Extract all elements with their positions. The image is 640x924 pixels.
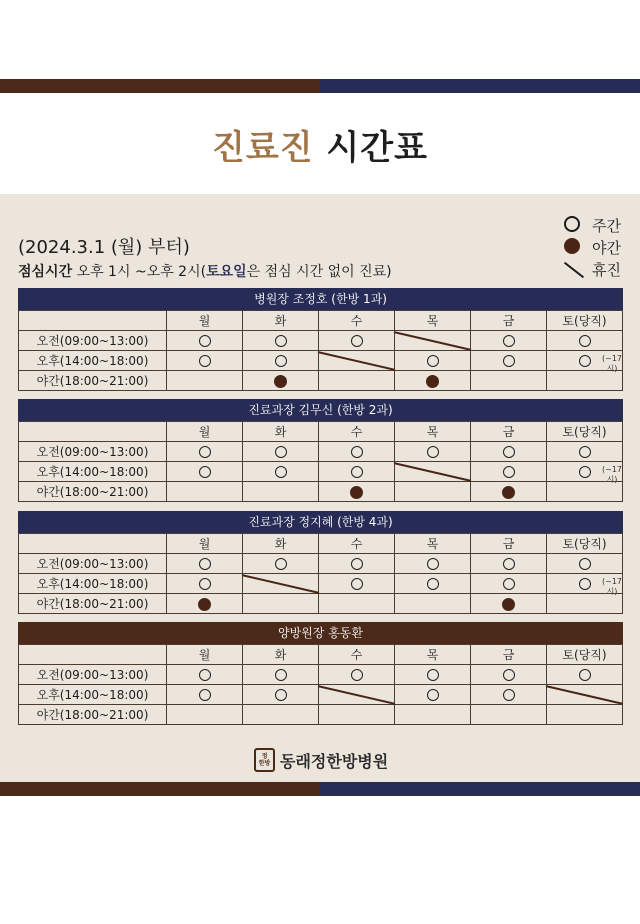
schedule-cell: [547, 685, 623, 705]
table-row: [19, 482, 623, 502]
day-header: 금: [471, 534, 547, 554]
day-header: 토(당직): [547, 534, 623, 554]
schedule-cell: [319, 685, 395, 705]
schedule-cell: [547, 594, 623, 614]
day-header: 금: [471, 311, 547, 331]
open-circle-icon: [351, 466, 363, 478]
day-header: 수: [319, 645, 395, 665]
open-circle-icon: [199, 558, 211, 570]
filled-circle-icon: [502, 486, 515, 499]
schedule-cell: [395, 594, 471, 614]
open-circle-icon: [579, 558, 591, 570]
schedule-cell: [471, 331, 547, 351]
day-header: 월: [167, 534, 243, 554]
bottom-color-bar: [0, 782, 640, 796]
schedule-cell: [471, 462, 547, 482]
schedule-cell: [243, 705, 319, 725]
schedule-cell: [319, 594, 395, 614]
schedule-cell: [243, 331, 319, 351]
open-circle-icon: [579, 669, 591, 681]
schedule-cell: [471, 665, 547, 685]
schedule-cell: [395, 371, 471, 391]
filled-circle-icon: [274, 375, 287, 388]
schedule-cell: [395, 554, 471, 574]
schedule-cell: [471, 482, 547, 502]
day-header: 토(당직): [547, 645, 623, 665]
open-circle-icon: [427, 669, 439, 681]
day-header: 월: [167, 422, 243, 442]
open-circle-icon: [351, 446, 363, 458]
filled-circle-icon: [502, 598, 515, 611]
legend-closed: 휴진: [564, 258, 621, 280]
slash-icon: [564, 260, 582, 278]
schedule-table: [18, 288, 623, 391]
schedule-cell: [167, 371, 243, 391]
schedule-cell: [395, 442, 471, 462]
doctor-header: 진료과장 정지혜 (한방 4과): [18, 511, 623, 533]
day-header: 화: [243, 645, 319, 665]
schedule-cell: [243, 554, 319, 574]
schedule-cell: [243, 594, 319, 614]
schedule-table: [18, 622, 623, 725]
row-label: 오전(09:00~13:00): [19, 331, 167, 351]
row-label: 오전(09:00~13:00): [19, 665, 167, 685]
day-header: 화: [243, 534, 319, 554]
schedule-cell: [167, 554, 243, 574]
filled-circle-icon: [198, 598, 211, 611]
schedule-cell: [395, 705, 471, 725]
schedule-cell: [319, 462, 395, 482]
seal-icon: 정 한방: [254, 748, 275, 772]
open-circle-icon: [351, 558, 363, 570]
table-row: [19, 705, 623, 725]
open-circle-icon: [427, 689, 439, 701]
schedule-cell: [243, 462, 319, 482]
legend-day: 주간: [564, 214, 621, 236]
open-circle-icon: [199, 578, 211, 590]
schedule-cell: [167, 705, 243, 725]
schedule-cell: [243, 351, 319, 371]
open-circle-icon: [564, 216, 580, 232]
schedule-cell: [395, 574, 471, 594]
open-circle-icon: [579, 578, 591, 590]
open-circle-icon: [579, 446, 591, 458]
open-circle-icon: [503, 335, 515, 347]
schedule-cell: [471, 554, 547, 574]
open-circle-icon: [275, 669, 287, 681]
hospital-logo: 정 한방 동래정한방병원: [254, 748, 388, 772]
day-header: 금: [471, 422, 547, 442]
saturday-note: (~17시): [602, 354, 623, 373]
table-row: [19, 665, 623, 685]
schedule-cell: [319, 482, 395, 502]
schedule-cell: [395, 331, 471, 351]
schedule-cell: [319, 371, 395, 391]
open-circle-icon: [275, 335, 287, 347]
schedule-cell: [547, 482, 623, 502]
schedule-cell: [547, 574, 623, 594]
schedule-cell: [395, 351, 471, 371]
schedule-cell: [243, 685, 319, 705]
schedule-cell: [167, 685, 243, 705]
row-label: 오후(14:00~18:00): [19, 351, 167, 371]
schedule-cell: [319, 442, 395, 462]
open-circle-icon: [427, 578, 439, 590]
top-color-bar: [0, 79, 640, 93]
filled-circle-icon: [350, 486, 363, 499]
open-circle-icon: [503, 669, 515, 681]
day-header: 목: [395, 534, 471, 554]
row-label: 오후(14:00~18:00): [19, 685, 167, 705]
day-header: 목: [395, 311, 471, 331]
row-label: 오후(14:00~18:00): [19, 462, 167, 482]
open-circle-icon: [199, 669, 211, 681]
day-header: 토(당직): [547, 311, 623, 331]
row-label: 야간(18:00~21:00): [19, 482, 167, 502]
row-label: 야간(18:00~21:00): [19, 371, 167, 391]
schedule-cell: [547, 351, 623, 371]
table-row: [19, 685, 623, 705]
doctor-header: 진료과장 김무신 (한방 2과): [18, 399, 623, 421]
open-circle-icon: [503, 466, 515, 478]
schedule-cell: [471, 351, 547, 371]
open-circle-icon: [351, 335, 363, 347]
doctor-header: 병원장 조정호 (한방 1과): [18, 288, 623, 310]
row-label: 오전(09:00~13:00): [19, 554, 167, 574]
open-circle-icon: [275, 689, 287, 701]
saturday-note: (~17시): [602, 465, 623, 484]
schedule-cell: [547, 705, 623, 725]
open-circle-icon: [351, 669, 363, 681]
schedule-cell: [167, 462, 243, 482]
day-header: 화: [243, 422, 319, 442]
schedule-cell: [243, 371, 319, 391]
schedule-table: [18, 511, 623, 614]
row-label: 야간(18:00~21:00): [19, 594, 167, 614]
day-header: 수: [319, 311, 395, 331]
schedule-cell: [471, 594, 547, 614]
schedule-cell: [243, 442, 319, 462]
table-row: [19, 554, 623, 574]
schedule-cell: [319, 665, 395, 685]
day-header: 목: [395, 422, 471, 442]
open-circle-icon: [199, 466, 211, 478]
schedule-cell: [395, 665, 471, 685]
schedule-cell: [471, 574, 547, 594]
schedule-cell: [319, 574, 395, 594]
day-header: 수: [319, 534, 395, 554]
day-header: 월: [167, 645, 243, 665]
schedule-cell: [167, 331, 243, 351]
schedule-cell: [243, 665, 319, 685]
filled-circle-icon: [564, 238, 580, 254]
schedule-cell: [471, 442, 547, 462]
row-label: 오후(14:00~18:00): [19, 574, 167, 594]
schedule-cell: [471, 371, 547, 391]
row-label: 오전(09:00~13:00): [19, 442, 167, 462]
open-circle-icon: [579, 355, 591, 367]
open-circle-icon: [427, 446, 439, 458]
doctor-header: 양방원장 홍동환: [18, 622, 623, 644]
schedule-cell: [547, 442, 623, 462]
schedule-cell: [395, 685, 471, 705]
schedule-cell: [167, 594, 243, 614]
schedule-cell: [319, 705, 395, 725]
slash-icon: [394, 462, 471, 482]
slash-icon: [318, 685, 395, 705]
open-circle-icon: [199, 355, 211, 367]
saturday-note: (~17시): [602, 577, 623, 596]
table-row: [19, 574, 623, 594]
schedule-cell: [547, 665, 623, 685]
day-header: 수: [319, 422, 395, 442]
legend-night: 야간: [564, 236, 621, 258]
open-circle-icon: [275, 355, 287, 367]
open-circle-icon: [199, 446, 211, 458]
row-label: 야간(18:00~21:00): [19, 705, 167, 725]
schedule-cell: [547, 331, 623, 351]
table-row: [19, 594, 623, 614]
schedule-cell: [167, 574, 243, 594]
table-row: [19, 331, 623, 351]
schedule-table: [18, 399, 623, 502]
slash-icon: [318, 351, 395, 371]
schedule-cell: [547, 462, 623, 482]
table-row: [19, 462, 623, 482]
open-circle-icon: [579, 335, 591, 347]
day-header: 금: [471, 645, 547, 665]
filled-circle-icon: [426, 375, 439, 388]
open-circle-icon: [503, 446, 515, 458]
open-circle-icon: [503, 689, 515, 701]
open-circle-icon: [275, 466, 287, 478]
schedule-cell: [243, 482, 319, 502]
schedule-cell: [167, 482, 243, 502]
legend: [564, 214, 621, 280]
schedule-cell: [471, 685, 547, 705]
schedule-cell: [395, 482, 471, 502]
schedule-cell: [167, 351, 243, 371]
day-header: 월: [167, 311, 243, 331]
open-circle-icon: [503, 558, 515, 570]
open-circle-icon: [579, 466, 591, 478]
open-circle-icon: [503, 355, 515, 367]
open-circle-icon: [275, 446, 287, 458]
slash-icon: [242, 574, 319, 594]
effective-date: (2024.3.1 (월) 부터): [18, 237, 190, 258]
open-circle-icon: [427, 558, 439, 570]
schedule-cell: [319, 554, 395, 574]
day-header: 목: [395, 645, 471, 665]
day-header: 화: [243, 311, 319, 331]
slash-icon: [394, 331, 471, 351]
schedule-cell: [319, 351, 395, 371]
table-row: [19, 442, 623, 462]
schedule-cell: [395, 462, 471, 482]
lunch-notice: 점심시간 오후 1시 ~오후 2시(토요일은 점심 시간 없이 진료): [18, 264, 392, 280]
slash-icon: [546, 685, 623, 705]
page-title: 진료진 시간표: [212, 128, 428, 168]
open-circle-icon: [199, 335, 211, 347]
open-circle-icon: [503, 578, 515, 590]
table-row: [19, 371, 623, 391]
schedule-cell: [167, 665, 243, 685]
schedule-cell: [471, 705, 547, 725]
open-circle-icon: [427, 355, 439, 367]
schedule-cell: [243, 574, 319, 594]
open-circle-icon: [275, 558, 287, 570]
open-circle-icon: [199, 689, 211, 701]
schedule-cell: [547, 371, 623, 391]
schedule-cell: [547, 554, 623, 574]
table-row: [19, 351, 623, 371]
day-header: 토(당직): [547, 422, 623, 442]
open-circle-icon: [351, 578, 363, 590]
schedule-cell: [167, 442, 243, 462]
schedule-cell: [319, 331, 395, 351]
